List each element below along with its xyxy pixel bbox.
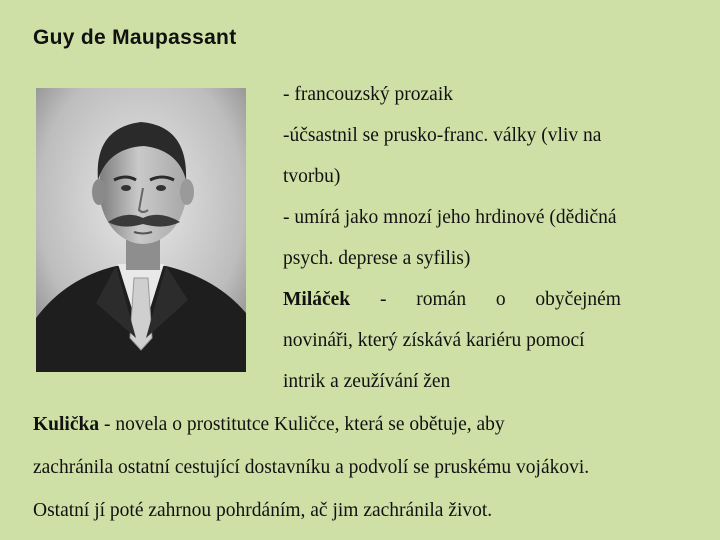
bio-line: - umírá jako mnozí jeho hrdinové (dědičná [283,207,617,228]
milacek-line: novináři, který získává kariéru pomocí [283,330,585,351]
kulicka-line: Ostatní jí poté zahrnou pohrdáním, ač jim zachránila život. [33,500,493,521]
milacek-word: román [416,289,467,310]
portrait-image [36,88,246,372]
milacek-word: obyčejném [535,289,621,310]
milacek-word: o [495,289,506,310]
bio-line: - francouzský prozaik [283,84,454,105]
bio-line: tvorbu) [283,166,341,187]
bio-line: -účsastnil se prusko-franc. války (vliv na [283,125,602,146]
milacek-line: intrik a zeužívání žen [283,371,451,392]
milacek-heading-line [283,279,621,320]
kulicka-title: Kulička [33,414,100,435]
kulicka-line [33,403,693,446]
slide-title: Guy de Maupassant [33,26,237,49]
author-portrait [36,88,246,372]
kulicka-line: zachránila ostatní cestující dostavníku a podvolí se pruskému vojákovi. [33,457,590,478]
kulicka-paragraph [33,403,693,532]
milacek-title: Miláček [283,289,351,310]
bio-text [283,74,661,402]
kulicka-text: - novela o prostitutce Kuličce, která se obětuje, aby [99,414,505,435]
milacek-word: - [379,289,387,310]
bio-line: psych. deprese a syfilis) [283,248,471,269]
